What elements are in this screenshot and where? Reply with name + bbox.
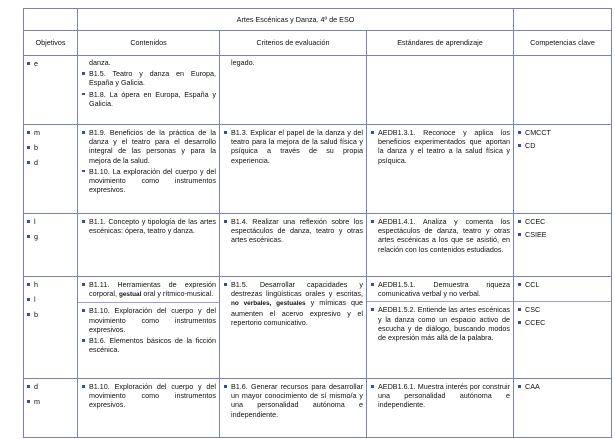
criterio-text-end: y mímicas que aumenten el acervo expresivo y el repertorio comunicativo.	[231, 298, 363, 327]
table-row	[24, 277, 612, 379]
criterios-cell	[220, 379, 367, 438]
table-row	[24, 379, 612, 438]
title-empty-cell-right	[514, 9, 612, 31]
list-item: l	[26, 217, 74, 226]
criterio-text: B1.5. Desarrollar capacidades y destrezas lingüísticas orales y escritas,	[231, 280, 363, 299]
list-item: B1.5. Teatro y danza en Europa, España y Galicia.	[81, 69, 216, 87]
list-item	[223, 280, 363, 327]
list-item: l	[26, 295, 74, 304]
contenidos-cell	[78, 379, 220, 438]
competencias-cell	[514, 56, 612, 125]
list-item: d	[26, 158, 74, 167]
list-item: B1.10. Exploración del cuerpo y del movimiento como instrumentos expresivos.	[81, 382, 216, 410]
list-item: AEDB1.4.1. Analiza y comenta los espectáculos de danza, teatro y otras artes escénicas a los que se asistió, en relación con los contenidos estudiados.	[370, 217, 510, 254]
list-item-continued: legado.	[231, 58, 255, 67]
list-item: e	[26, 59, 74, 68]
competencias-cell	[514, 125, 612, 214]
table-title: Artes Escénicas y Danza. 4º de ESO	[78, 9, 514, 31]
list-item: m	[26, 397, 74, 406]
curriculum-table	[23, 8, 612, 438]
list-item: AEDB1.6.1. Muestra interés por construir una personalidad autónoma e independiente.	[370, 382, 510, 410]
list-item: B1.6. Elementos básicos de la ficción escénica.	[81, 336, 216, 354]
competencias-cell	[514, 277, 612, 379]
divider	[78, 302, 219, 303]
list-item: CCL	[517, 280, 608, 289]
list-item: CSIEE	[517, 230, 608, 239]
objetivos-cell	[24, 125, 78, 214]
list-item: CSC	[517, 305, 608, 314]
curriculum-table-wrapper	[23, 8, 611, 438]
list-item: AEDB1.5.1. Demuestra riqueza comunicativa verbal y no verbal.	[370, 280, 510, 298]
list-item: CCEC	[517, 217, 608, 226]
list-item: CD	[517, 141, 608, 150]
divider	[514, 301, 611, 302]
contenido-gestual: gestual	[118, 291, 142, 299]
estandares-cell	[367, 214, 514, 277]
list-item: B1.10. La exploración del cuerpo y del movimiento como instrumentos expresivos.	[81, 167, 216, 195]
criterios-cell	[220, 277, 367, 379]
list-item-continued: danza.	[89, 58, 111, 67]
competencias-cell	[514, 379, 612, 438]
estandares-cell	[367, 56, 514, 125]
header-estandares: Estándares de aprendizaje	[367, 31, 514, 56]
table-row	[24, 56, 612, 125]
objetivos-cell	[24, 277, 78, 379]
estandares-cell	[367, 379, 514, 438]
list-item: d	[26, 382, 74, 391]
objetivos-cell	[24, 56, 78, 125]
list-item: B1.9. Beneficios de la práctica de la danza y el teatro para el desarrollo integral de las personas y para la mejora de la salud.	[81, 128, 216, 165]
contenido-text-end: oral y rítmico-musical.	[143, 289, 214, 299]
list-item: CCEC	[517, 318, 608, 327]
criterios-cell	[220, 125, 367, 214]
table-row	[24, 214, 612, 277]
header-objetivos: Objetivos	[24, 31, 78, 56]
list-item: B1.3. Explicar el papel de la danza y del teatro para la mejora de la salud física y psíquica a través de su propia experiencia.	[223, 128, 363, 165]
list-item: h	[26, 280, 74, 289]
list-item: B1.4. Realizar una reflexión sobre los espectáculos de danza, teatro y otras artes escénicas.	[223, 217, 363, 245]
objetivos-cell	[24, 214, 78, 277]
contenidos-cell	[78, 125, 220, 214]
list-item: B1.1. Concepto y tipología de las artes escénicas: ópera, teatro y danza.	[81, 217, 216, 235]
divider	[367, 301, 513, 302]
header-competencias: Competencias clave	[514, 31, 612, 56]
contenido-text: B1.11. Herramientas de expresión corporal,	[89, 280, 216, 299]
table-row	[24, 125, 612, 214]
objetivos-cell	[24, 379, 78, 438]
list-item: B1.10. Exploración del cuerpo y del movimiento como instrumentos expresivos.	[81, 306, 216, 334]
list-item: g	[26, 232, 74, 241]
contenidos-cell	[78, 56, 220, 125]
estandares-cell	[367, 125, 514, 214]
criterios-cell	[220, 56, 367, 125]
title-empty-cell	[24, 9, 78, 31]
contenidos-cell	[78, 214, 220, 277]
list-item: AEDB1.5.2. Entiende las artes escénicas y la danza como un espacio activo de escucha y de diálogo, buscando modos de expresión más allá de la palabra.	[370, 305, 510, 342]
header-contenidos: Contenidos	[78, 31, 220, 56]
list-item: B1.6. Generar recursos para desarrollar un mayor conocimiento de sí mismo/a y una personalidad autónoma e independiente.	[223, 382, 363, 419]
list-item: b	[26, 143, 74, 152]
list-item: m	[26, 128, 74, 137]
header-criterios: Criterios de evaluación	[220, 31, 367, 56]
competencias-cell	[514, 214, 612, 277]
list-item: CMCCT	[517, 128, 608, 137]
contenidos-cell	[78, 277, 220, 379]
list-item: CAA	[517, 382, 608, 391]
list-item: B1.8. La ópera en Europa, España y Galicia.	[81, 90, 216, 108]
criterio-small: no verbales, gestuales	[231, 300, 306, 308]
criterios-cell	[220, 214, 367, 277]
list-item: AEDB1.3.1. Reconoce y aplica los beneficios experimentados que aportan la danza y el teatro a la salud física y psíquica.	[370, 128, 510, 165]
list-item	[81, 280, 216, 299]
estandares-cell	[367, 277, 514, 379]
list-item: b	[26, 310, 74, 319]
